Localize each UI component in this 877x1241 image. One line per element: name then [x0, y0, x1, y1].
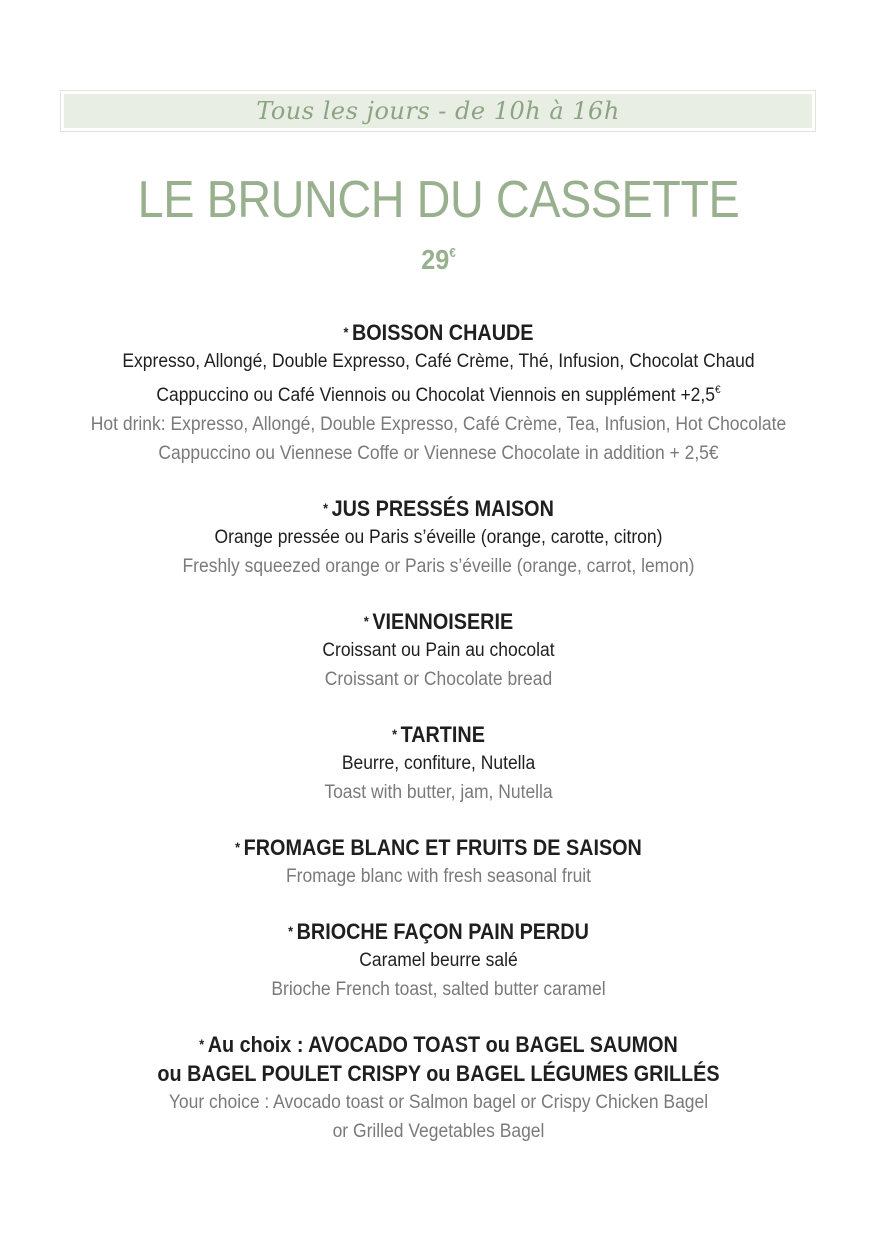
- section-au-choix: [0, 1030, 877, 1146]
- price-amount: 29: [421, 244, 450, 275]
- fr-line: Beurre, confiture, Nutella: [341, 753, 536, 774]
- section-title: * Au choix : AVOCADO TOAST ou BAGEL SAUMON: [199, 1032, 678, 1057]
- schedule-text: Tous les jours - de 10h à 16h: [256, 97, 620, 125]
- bullet-star: *: [288, 923, 294, 939]
- section-fromage-blanc: [0, 833, 877, 891]
- fr-line: Croissant ou Pain au chocolat: [322, 640, 555, 661]
- fr-line: Orange pressée ou Paris s’éveille (orange, carotte, citron): [214, 527, 663, 548]
- en-line: Your choice : Avocado toast or Salmon bagel or Crispy Chicken Bagel: [168, 1092, 709, 1113]
- bullet-star: *: [199, 1036, 205, 1052]
- bullet-star: *: [343, 324, 349, 340]
- bullet-star: *: [323, 500, 329, 516]
- section-title: * BOISSON CHAUDE: [343, 320, 534, 345]
- en-line: Fromage blanc with fresh seasonal fruit: [285, 866, 592, 887]
- menu-title: LE BRUNCH DU CASSETTE: [137, 171, 740, 229]
- section-viennoiserie: [0, 607, 877, 694]
- en-line: Cappuccino ou Viennese Coffe or Viennese Chocolate in addition + 2,5€: [158, 443, 719, 464]
- en-line: Freshly squeezed orange or Paris s’éveille (orange, carrot, lemon): [182, 556, 695, 577]
- section-title: * JUS PRESSÉS MAISON: [323, 496, 554, 521]
- section-tartine: [0, 720, 877, 807]
- en-line: or Grilled Vegetables Bagel: [332, 1121, 545, 1142]
- fr-line: Expresso, Allongé, Double Expresso, Café Crème, Thé, Infusion, Chocolat Chaud: [122, 351, 755, 372]
- section-brioche: [0, 917, 877, 1004]
- menu-list: [0, 318, 877, 1172]
- supplement-currency: €: [714, 384, 721, 396]
- en-line: Toast with butter, jam, Nutella: [324, 782, 553, 803]
- section-jus-presses: [0, 494, 877, 581]
- fr-line: Cappuccino ou Café Viennois ou Chocolat Viennois en supplément +2,5€: [156, 384, 721, 406]
- section-title: * FROMAGE BLANC ET FRUITS DE SAISON: [235, 835, 642, 860]
- bullet-star: *: [392, 726, 397, 742]
- section-title: * VIENNOISERIE: [363, 609, 514, 634]
- schedule-banner-inner: [64, 94, 812, 128]
- en-line: Croissant or Chocolate bread: [324, 669, 553, 690]
- section-boisson-chaude: [0, 318, 877, 468]
- price-currency: €: [449, 245, 456, 260]
- schedule-banner: [60, 90, 816, 132]
- fr-line: Caramel beurre salé: [359, 950, 518, 971]
- section-title: * TARTINE: [392, 722, 485, 747]
- section-title: * BRIOCHE FAÇON PAIN PERDU: [288, 919, 589, 944]
- section-title-line2: ou BAGEL POULET CRISPY ou BAGEL LÉGUMES GRILLÉS: [157, 1061, 720, 1086]
- en-line: Hot drink: Expresso, Allongé, Double Expresso, Café Crème, Tea, Infusion, Hot Chocolate: [90, 414, 787, 435]
- bullet-star: *: [363, 613, 369, 629]
- bullet-star: *: [235, 839, 241, 855]
- menu-price: [44, 244, 833, 276]
- en-line: Brioche French toast, salted butter caramel: [271, 979, 606, 1000]
